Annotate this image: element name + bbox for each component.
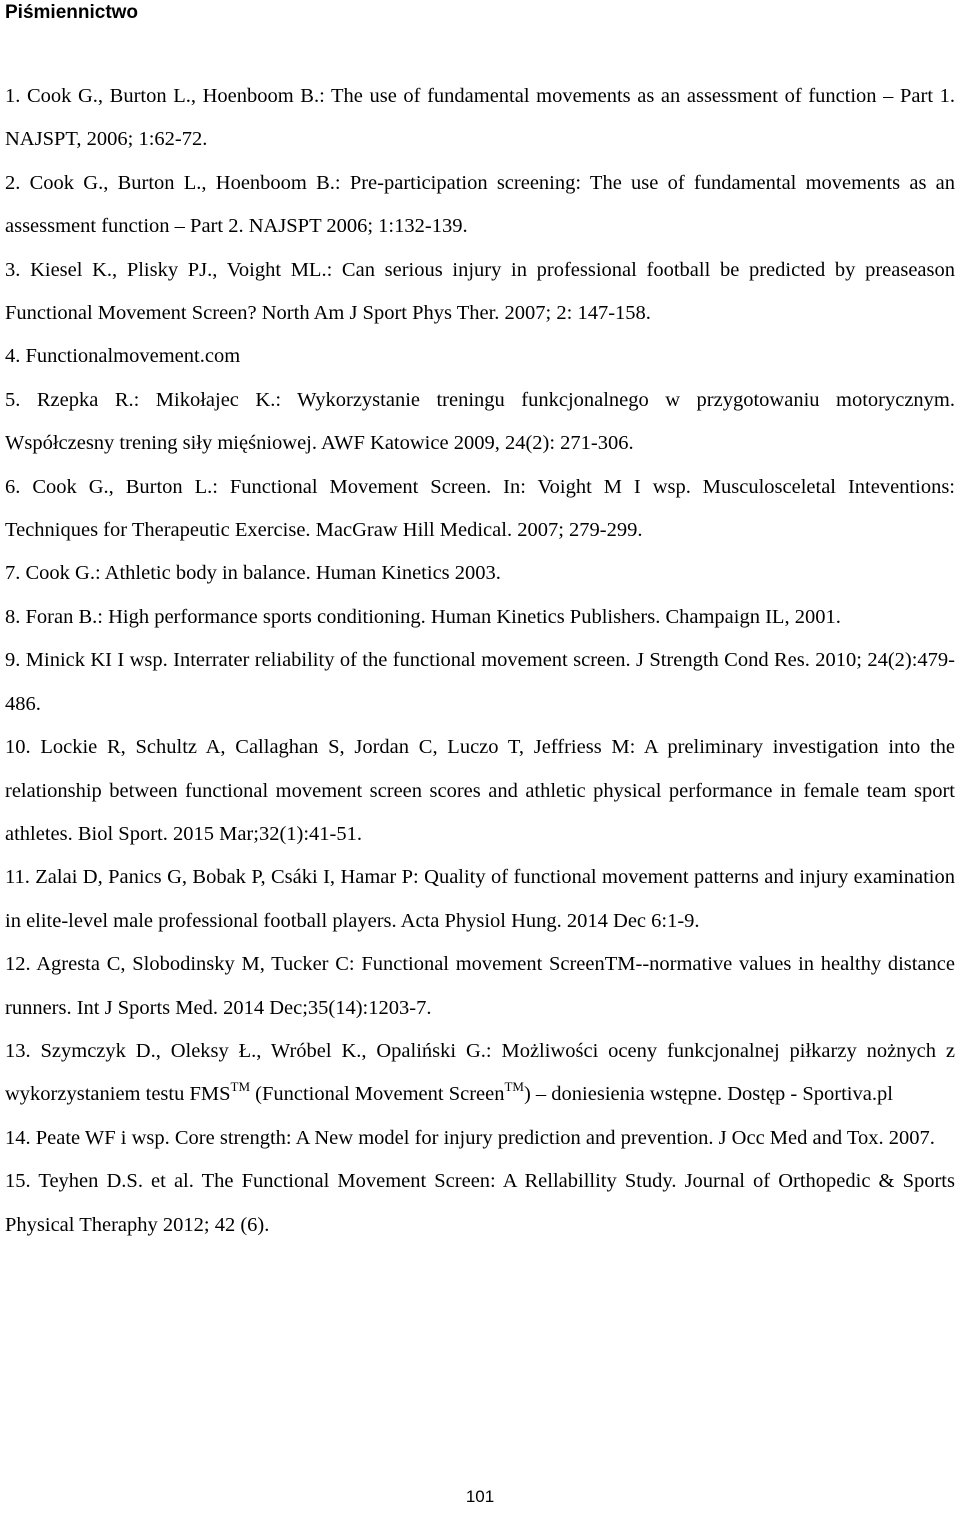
reference-text: Kiesel K., Plisky PJ., Voight ML.: Can serious injury in professional football be predicted by preaseason Functional Movement Screen? North Am J Sport Phys Ther. 2007; 2: 147-158.	[5, 258, 956, 325]
reference-text: Agresta C, Slobodinsky M, Tucker C: Functional movement ScreenTM--normative values in healthy distance runners. Int J Sports Med. 2014 Dec;35(14):1203-7.	[5, 953, 955, 1019]
reference-text: ) – doniesienia wstępne. Dostęp - Sportiva.pl	[523, 1083, 893, 1106]
reference-number: 4.	[5, 345, 26, 368]
reference-text: Peate WF i wsp. Core strength: A New model for injury prediction and prevention. J Occ Med and Tox. 2007.	[35, 1126, 935, 1149]
reference-text: Cook G.: Athletic body in balance. Human Kinetics 2003.	[25, 562, 501, 585]
reference-number: 8.	[5, 605, 26, 628]
reference-item-4	[5, 335, 955, 378]
reference-text: Cook G., Burton L., Hoenboom B.: Pre-participation screening: The use of fundamental movements as an assessment function – Part 2. NAJSPT 2006; 1:132-139.	[5, 171, 956, 238]
page-number: 101	[465, 1487, 495, 1506]
reference-item-3	[5, 249, 955, 336]
reference-text: Functionalmovement.com	[25, 345, 241, 368]
reference-item-5	[5, 379, 955, 466]
reference-number: 5.	[5, 388, 37, 411]
reference-item-8	[5, 596, 955, 639]
reference-number: 13.	[5, 1039, 41, 1062]
reference-item-12	[5, 943, 955, 1030]
reference-item-9	[5, 639, 955, 726]
reference-item-2	[5, 162, 955, 249]
reference-text: Zalai D, Panics G, Bobak P, Csáki I, Hamar P: Quality of functional movement patterns and injury examination in elite-level male professional football players. Acta Physiol Hung. 2014 Dec 6:1-9.	[5, 866, 955, 932]
reference-number: 12.	[5, 953, 37, 976]
reference-item-1	[5, 75, 955, 162]
reference-number: 9.	[5, 649, 26, 672]
reference-item-10	[5, 726, 955, 856]
reference-number: 7.	[5, 562, 26, 585]
reference-text: Teyhen D.S. et al. The Functional Movement Screen: A Rellabillity Study. Journal of Orthopedic & Sports Physical Theraphy 2012; 42 (6).	[5, 1170, 955, 1236]
reference-number: 3.	[5, 258, 31, 281]
reference-item-13	[5, 1030, 955, 1117]
page-heading: Piśmiennictwo	[5, 2, 139, 23]
reference-text: Lockie R, Schultz A, Callaghan S, Jordan C, Luczo T, Jeffriess M: A preliminary investigation into the relationship between functional movement screen scores and athletic physical performance in female team sport athletes. Biol Sport. 2015 Mar;32(1):41-51.	[5, 736, 955, 845]
reference-item-11	[5, 856, 955, 943]
reference-number: 10.	[5, 736, 41, 759]
reference-text: Minick KI I wsp. Interrater reliability of the functional movement screen. J Strength Cond Res. 2010; 24(2):479-486.	[5, 649, 956, 715]
reference-text: Foran B.: High performance sports conditioning. Human Kinetics Publishers. Champaign IL, 2001.	[25, 605, 841, 628]
reference-text: Cook G., Burton L.: Functional Movement Screen. In: Voight M I wsp. Musculosceletal Inteventions: Techniques for Therapeutic Exercise. MacGraw Hill Medical. 2007; 279-299.	[5, 475, 955, 542]
reference-item-7	[5, 552, 955, 595]
reference-text: (Functional Movement Screen	[250, 1083, 505, 1106]
reference-number: 15.	[5, 1170, 39, 1193]
reference-number: 1.	[5, 85, 27, 107]
reference-number: 2.	[5, 171, 30, 194]
reference-number: 14.	[5, 1126, 36, 1149]
reference-number: 6.	[5, 475, 33, 498]
reference-text: Cook G., Burton L., Hoenboom B.: The use of fundamental movements as an assessment of function – Part 1. NAJSPT, 2006; 1:62-72.	[5, 85, 956, 151]
trademark-superscript: TM	[230, 1079, 250, 1095]
reference-text: Rzepka R.: Mikołajec K.: Wykorzystanie treningu funkcjonalnego w przygotowaniu motorycznym. Współczesny trening siły mięśniowej. AWF Katowice 2009, 24(2): 271-306.	[5, 388, 955, 455]
reference-number: 11.	[5, 866, 36, 889]
reference-list	[5, 75, 955, 1247]
reference-item-15	[5, 1160, 955, 1247]
reference-text: Szymczyk D., Oleksy Ł., Wróbel K., Opaliński G.: Możliwości oceny funkcjonalnej piłkarzy nożnych z wykorzystaniem testu FMS	[5, 1039, 955, 1106]
trademark-superscript: TM	[504, 1079, 524, 1095]
reference-item-14	[5, 1117, 955, 1160]
reference-item-6	[5, 466, 955, 553]
